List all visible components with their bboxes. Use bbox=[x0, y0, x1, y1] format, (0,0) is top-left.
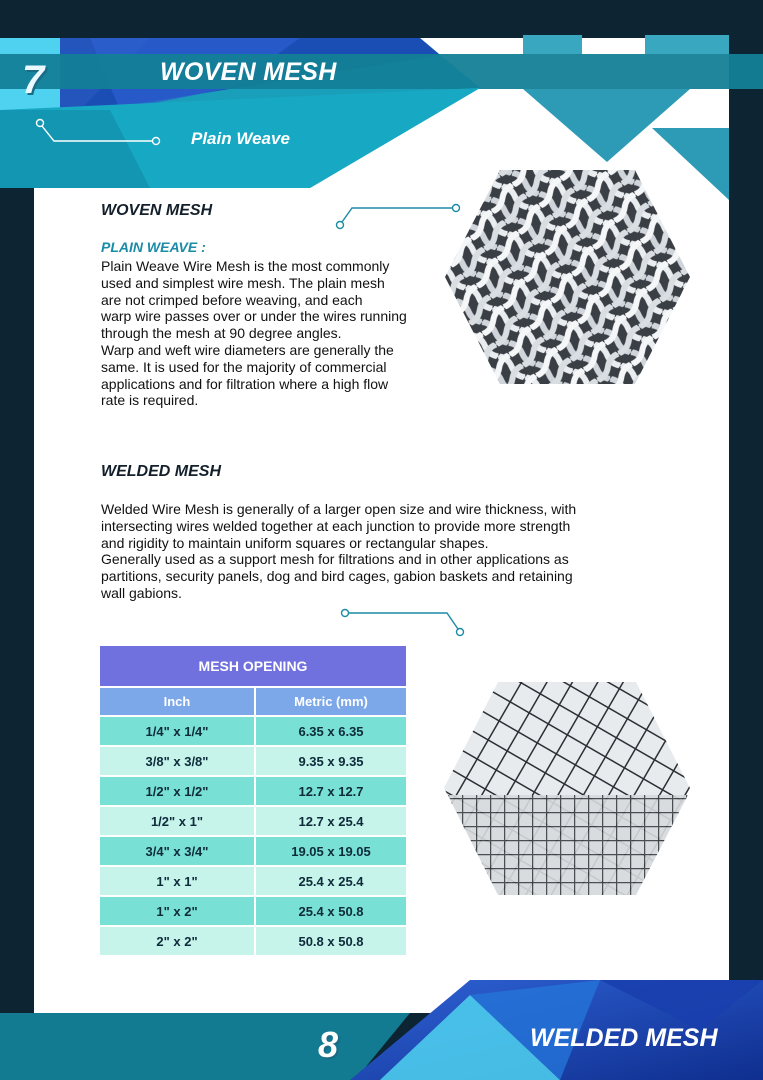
footer-title: WELDED MESH bbox=[530, 1024, 718, 1052]
cell-inch: 1" x 1" bbox=[99, 866, 255, 896]
table-row bbox=[99, 866, 407, 896]
connector-line-lower bbox=[342, 610, 464, 636]
cell-inch: 1/4" x 1/4" bbox=[99, 716, 255, 746]
cell-metric: 9.35 x 9.35 bbox=[255, 746, 407, 776]
cell-metric: 19.05 x 19.05 bbox=[255, 836, 407, 866]
woven-mesh-image bbox=[445, 170, 690, 384]
welded-description bbox=[101, 501, 576, 602]
table-row bbox=[99, 836, 407, 866]
plain-weave-subheading: PLAIN WEAVE : bbox=[101, 239, 206, 255]
cell-metric: 25.4 x 25.4 bbox=[255, 866, 407, 896]
table-caption: MESH OPENING bbox=[99, 645, 407, 687]
woven-line: Warp and weft wire diameters are generally the bbox=[101, 341, 394, 358]
top-right-block bbox=[523, 35, 582, 54]
woven-line: applications and for filtration where a high flow bbox=[101, 375, 389, 392]
table-row bbox=[99, 896, 407, 926]
mesh-opening-table bbox=[99, 645, 407, 956]
connector-line-upper bbox=[337, 205, 460, 229]
top-right-triangle bbox=[523, 89, 690, 162]
woven-line: warp wire passes over or under the wires running bbox=[101, 308, 407, 325]
cell-metric: 25.4 x 50.8 bbox=[255, 896, 407, 926]
table-row bbox=[99, 776, 407, 806]
page-number: 8 bbox=[318, 1024, 339, 1065]
woven-heading: WOVEN MESH bbox=[101, 202, 213, 219]
woven-line: through the mesh at 90 degree angles. bbox=[101, 325, 342, 342]
welded-line: Welded Wire Mesh is generally of a larger open size and wire thickness, with bbox=[101, 501, 577, 517]
cell-inch: 3/8" x 3/8" bbox=[99, 746, 255, 776]
welded-heading: WELDED MESH bbox=[101, 463, 221, 480]
woven-line: same. It is used for the majority of commercial bbox=[101, 358, 387, 375]
cell-inch: 1/2" x 1" bbox=[99, 806, 255, 836]
page-title: WOVEN MESH bbox=[160, 58, 337, 86]
woven-line: used and simplest wire mesh. The plain mesh bbox=[101, 274, 385, 291]
welded-line: and rigidity to maintain uniform squares or rectangular shapes. bbox=[101, 534, 489, 551]
table-row bbox=[99, 806, 407, 836]
cell-inch: 3/4" x 3/4" bbox=[99, 836, 255, 866]
cell-metric: 12.7 x 25.4 bbox=[255, 806, 407, 836]
column-header-metric: Metric (mm) bbox=[255, 687, 407, 716]
cell-inch: 1" x 2" bbox=[99, 896, 255, 926]
top-right-block-2 bbox=[645, 35, 729, 54]
woven-description bbox=[101, 258, 407, 409]
table-row bbox=[99, 926, 407, 956]
woven-line: rate is required. bbox=[101, 392, 199, 409]
woven-line: are not crimped before weaving, and each bbox=[101, 291, 363, 308]
cell-inch: 2" x 2" bbox=[99, 926, 255, 956]
welded-line: wall gabions. bbox=[101, 584, 182, 601]
cell-metric: 12.7 x 12.7 bbox=[255, 776, 407, 806]
welded-line: partitions, security panels, dog and bird cages, gabion baskets and retaining bbox=[101, 568, 573, 585]
header-title-strip bbox=[0, 54, 763, 89]
section-number: 7 bbox=[22, 58, 45, 102]
cell-metric: 50.8 x 50.8 bbox=[255, 926, 407, 956]
cell-metric: 6.35 x 6.35 bbox=[255, 716, 407, 746]
welded-mesh-image bbox=[444, 682, 690, 895]
welded-line: intersecting wires welded together at each junction to provide more strength bbox=[101, 517, 571, 534]
table-row bbox=[99, 746, 407, 776]
welded-line: Generally used as a support mesh for filtrations and in other applications as bbox=[101, 551, 569, 568]
footer-left-band bbox=[0, 1013, 410, 1080]
top-right-wedge bbox=[652, 128, 729, 200]
column-header-inch: Inch bbox=[99, 687, 255, 716]
page-subtitle: Plain Weave bbox=[191, 129, 290, 148]
woven-line: Plain Weave Wire Mesh is the most commonly bbox=[101, 258, 390, 274]
table-row bbox=[99, 716, 407, 746]
cell-inch: 1/2" x 1/2" bbox=[99, 776, 255, 806]
